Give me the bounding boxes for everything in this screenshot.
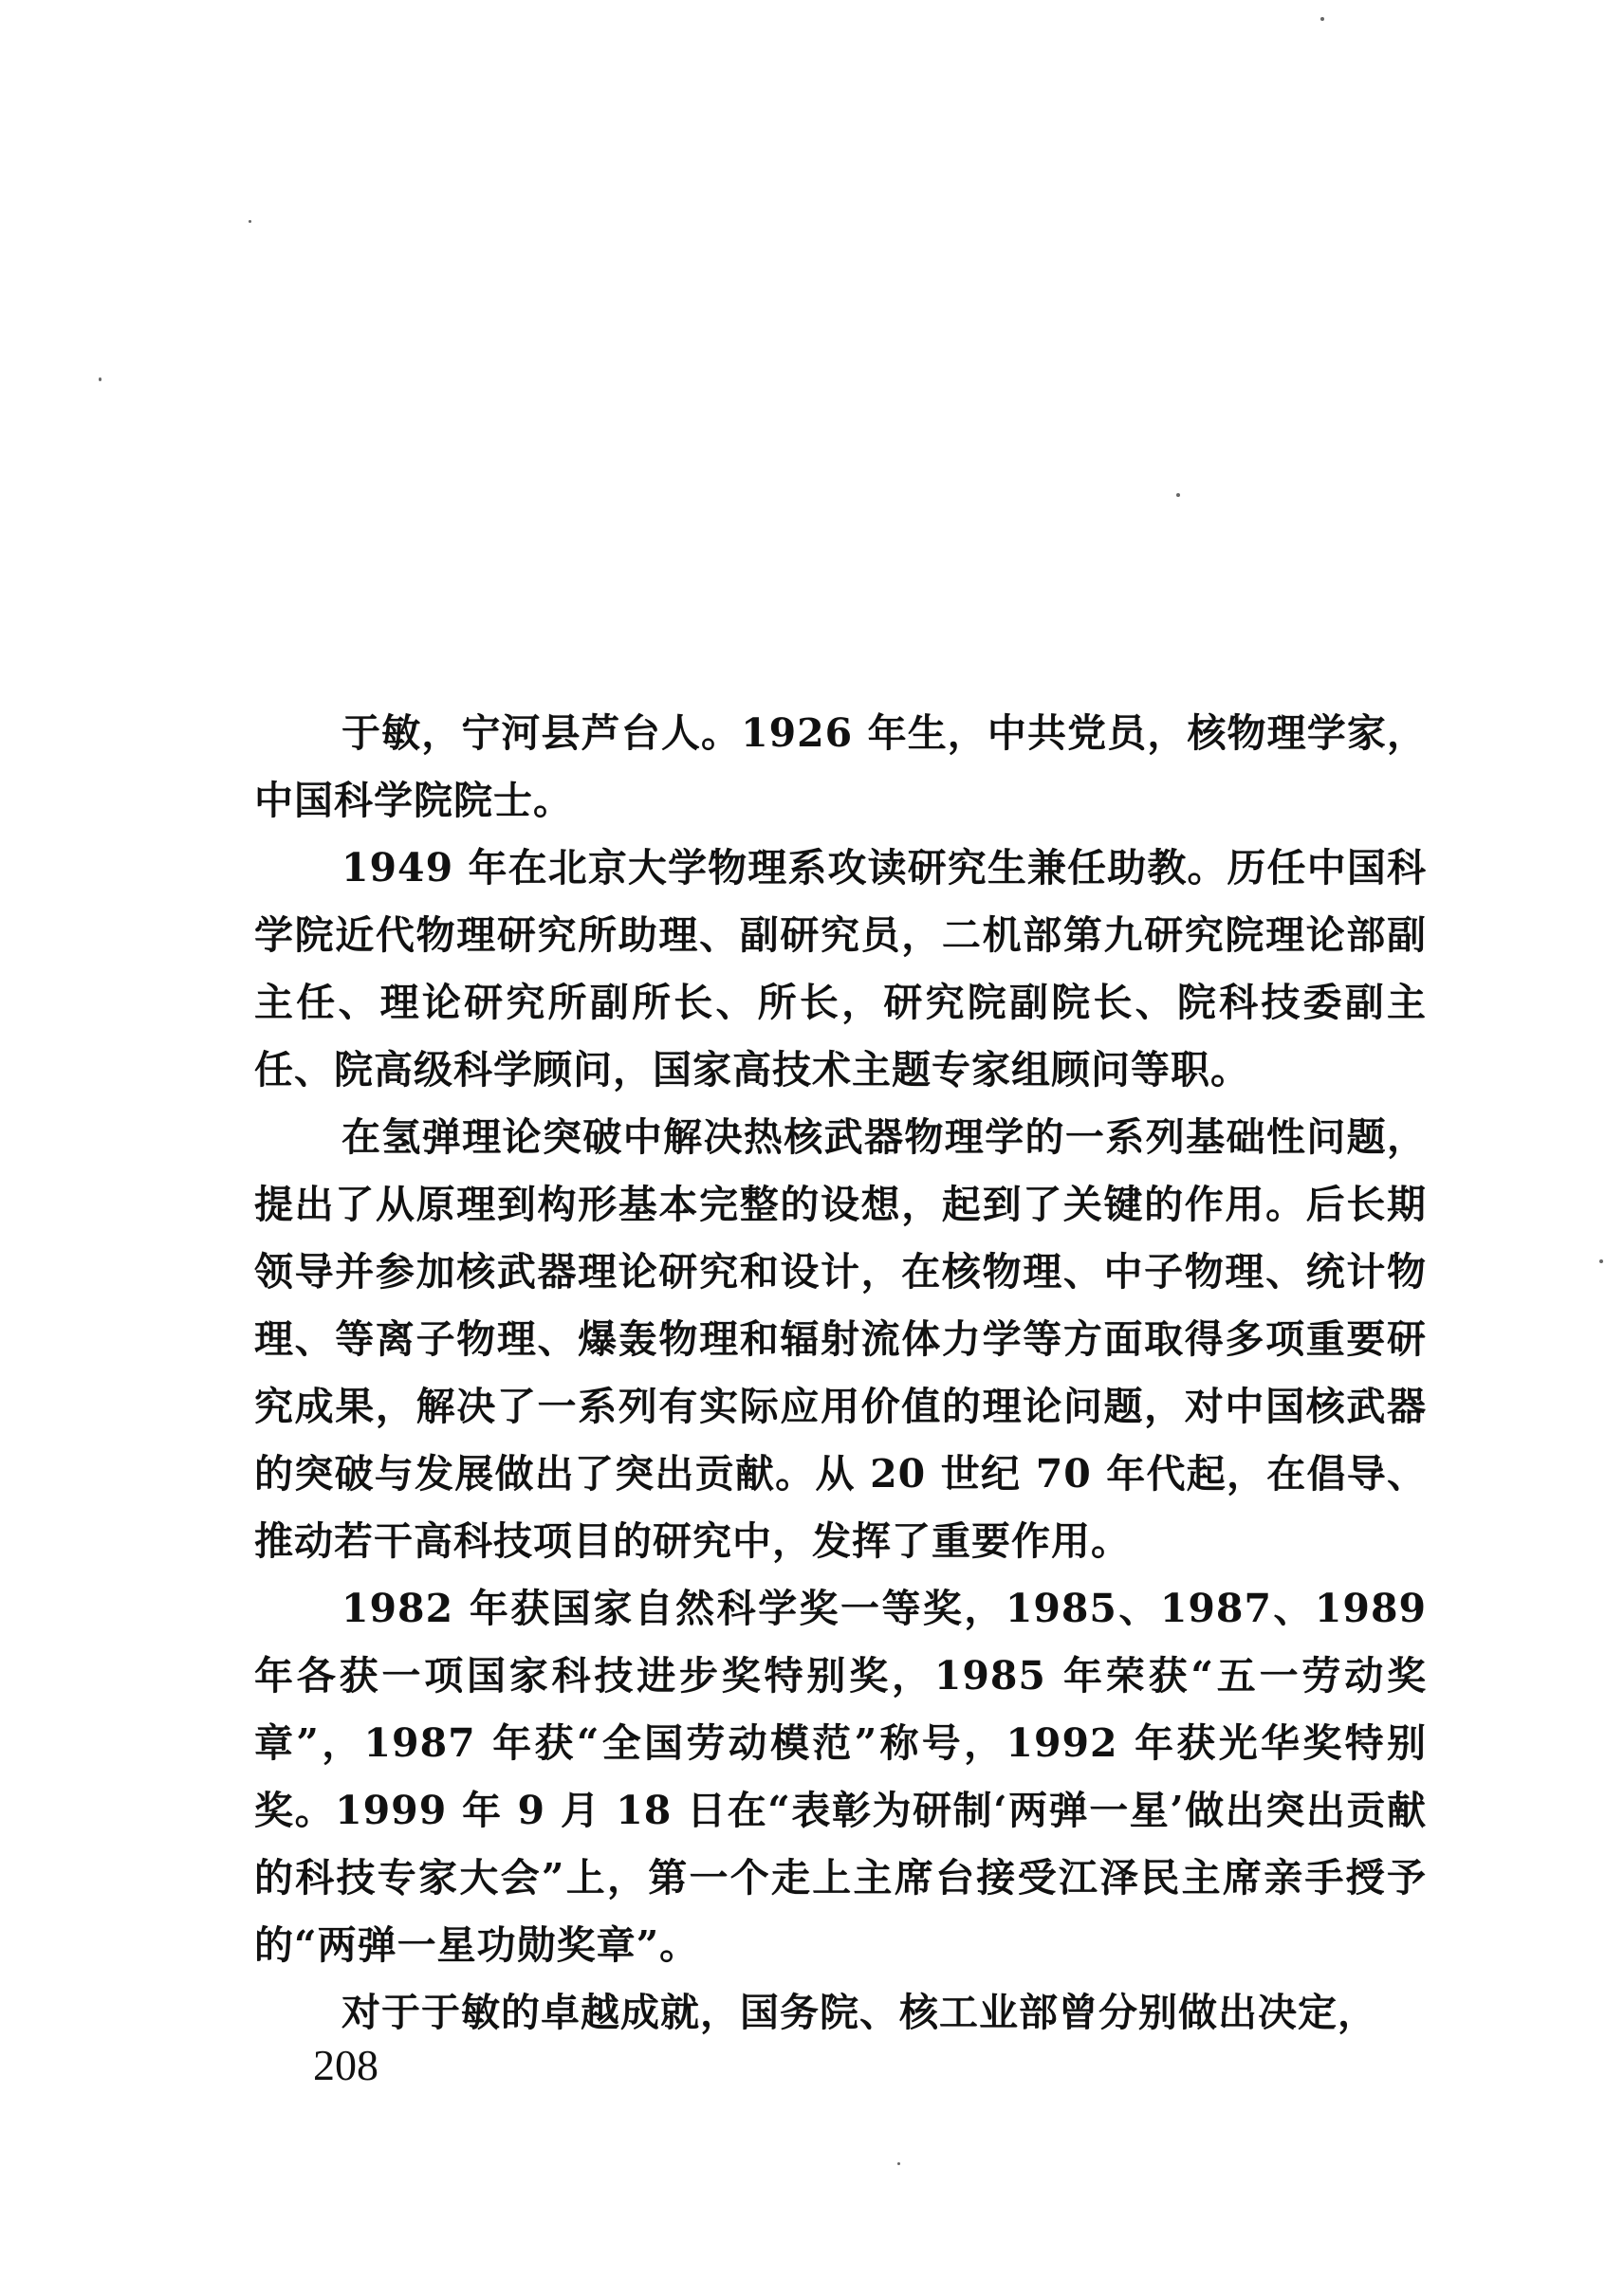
scan-speck: [99, 377, 102, 381]
paragraph-research: 在氢弹理论突破中解决热核武器物理学的一系列基础性问题，提出了从原理到构形基本完整的设想，起到了关键的作用。后长期领导并参加核武器理论研究和设计，在核物理、中子物理、统计物理、等离子物理、爆轰物理和辐射流体力学等方面取得多项重要研究成果，解决了一系列有实际应用价值的理论问题，对中国核武器的突破与发展做出了突出贡献。从 20 世纪 70 年代起，在倡导、推动若干高科技项目的研究中，发挥了重要作用。: [254, 1114, 1427, 1564]
scan-speck: [1320, 17, 1324, 21]
scan-speck: [1599, 1259, 1603, 1263]
paragraph-career: 1949 年在北京大学物理系攻读研究生兼任助教。历任中国科学院近代物理研究所助理、副研究员，二机部第九研究院理论部副主任、理论研究所副所长、所长，研究院副院长、院科技委副主任、院高级科学顾问，国家高技术主题专家组顾问等职。: [254, 845, 1427, 1093]
paragraph-awards: 1982 年获国家自然科学奖一等奖，1985、1987、1989 年各获一项国家科技进步奖特别奖，1985 年荣获“五一劳动奖章”，1987 年获“全国劳动模范”称号，1992 年获光华奖特别奖。1999 年 9 月 18 日在“表彰为研制‘两弹一星’做出突出贡献的科技专家大会”上，第一个走上主席台接受江泽民主席亲手授予的“两弹一星功勋奖章”。: [254, 1586, 1427, 1968]
paragraph-intro: 于敏，宁河县芦台人。1926 年生，中共党员，核物理学家，中国科学院院士。: [254, 710, 1427, 823]
page-number: 208: [313, 2041, 378, 2089]
paragraph-recognition: 对于于敏的卓越成就，国务院、核工业部曾分别做出决定，: [341, 1990, 1377, 2035]
scan-speck: [249, 220, 251, 223]
scan-speck: [1176, 493, 1180, 497]
body-text: [254, 700, 1427, 2047]
scan-speck: [897, 2162, 900, 2165]
